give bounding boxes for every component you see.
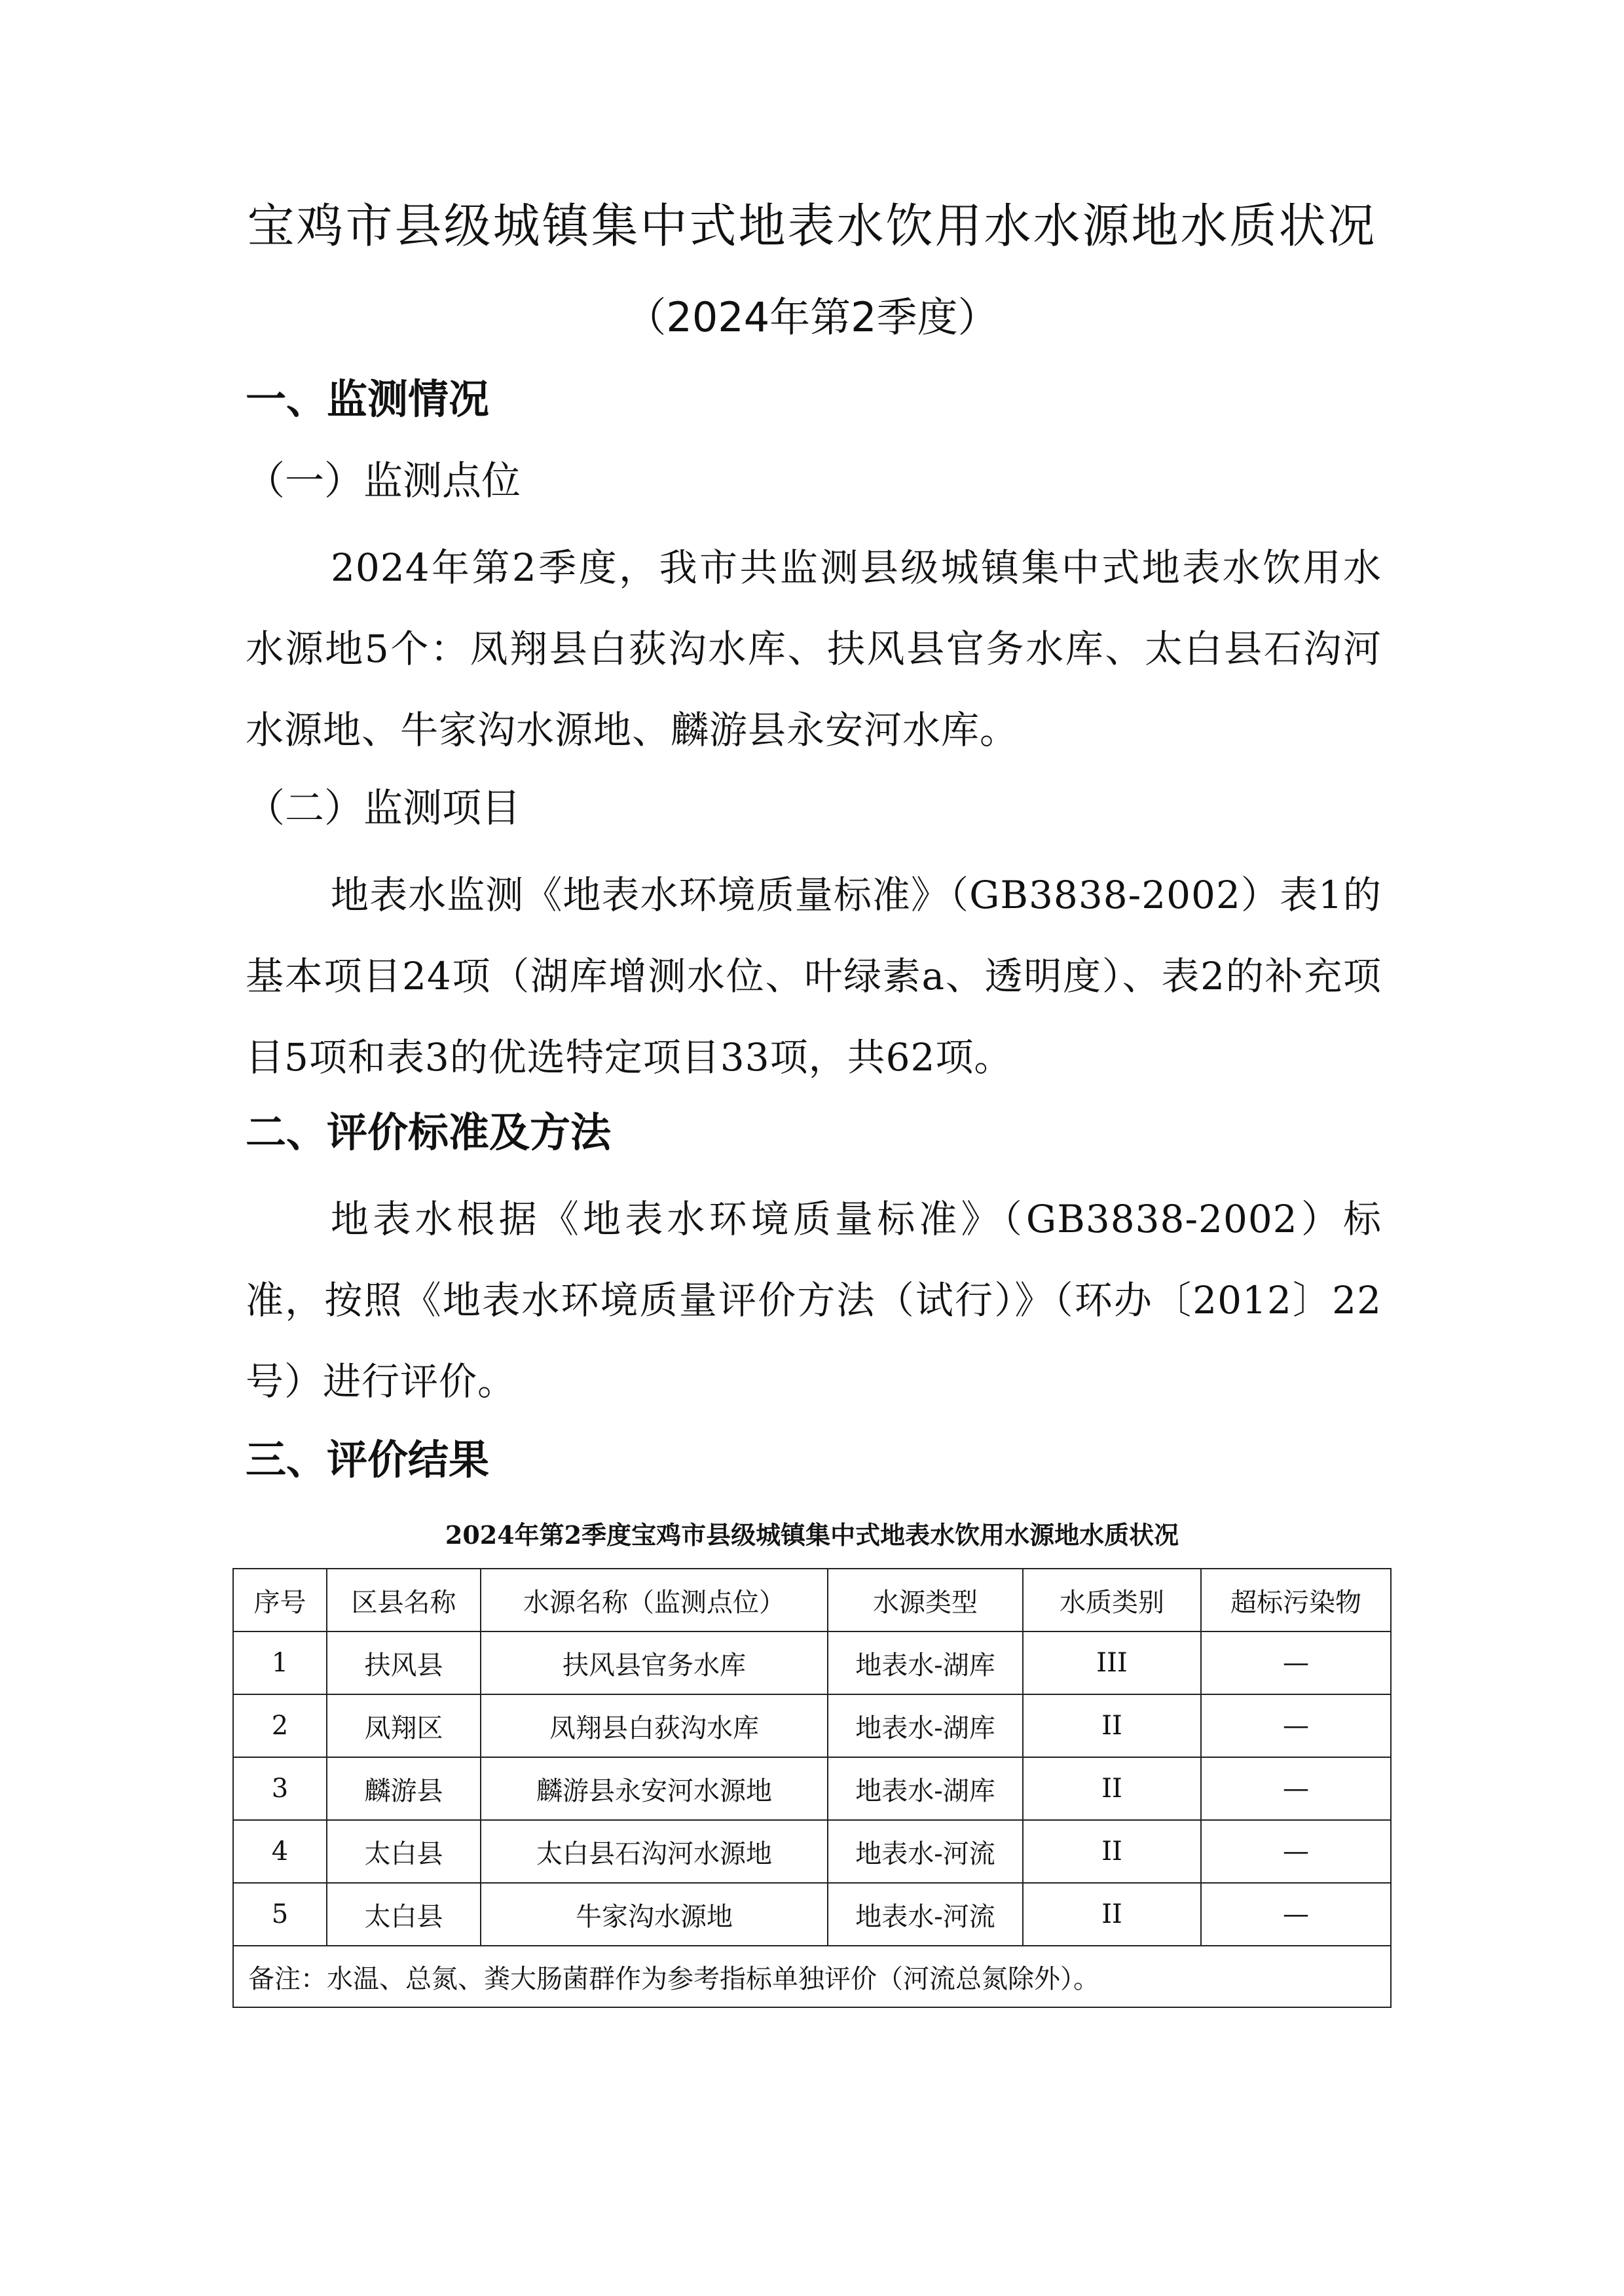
- cell-source-name: 凤翔县白荻沟水库: [481, 1694, 828, 1757]
- cell-county: 太白县: [327, 1820, 481, 1883]
- section-heading-monitoring: 一、监测情况: [246, 375, 490, 423]
- table-header-row: [233, 1569, 1391, 1631]
- paragraph-monitoring-points: 2024年第2季度，我市共监测县级城镇集中式地表水饮用水水源地5个：凤翔县白荻沟水库、扶风县官务水库、太白县石沟河水源地、牛家沟水源地、麟游县永安河水库。: [246, 545, 1382, 752]
- header-index: 序号: [233, 1569, 327, 1631]
- table-caption: 2024年第2季度宝鸡市县级城镇集中式地表水饮用水源地水质状况: [445, 1520, 1179, 1550]
- table-row: [233, 1883, 1391, 1946]
- header-source-type: 水源类型: [828, 1569, 1023, 1631]
- cell-index: 1: [233, 1631, 327, 1694]
- table-row: [233, 1820, 1391, 1883]
- section-heading-standards: 二、评价标准及方法: [246, 1108, 612, 1156]
- cell-source-type: 地表水-湖库: [828, 1694, 1023, 1757]
- subsection-heading-items: （二）监测项目: [246, 786, 521, 831]
- table-row: [233, 1694, 1391, 1757]
- cell-source-type: 地表水-湖库: [828, 1757, 1023, 1820]
- cell-pollutants: —: [1201, 1694, 1391, 1757]
- page-subtitle: （2024年第2季度）: [625, 293, 999, 341]
- subsection-heading-points: （一）监测点位: [246, 458, 521, 504]
- cell-index: 3: [233, 1757, 327, 1820]
- table-row: [233, 1631, 1391, 1694]
- cell-quality-class: II: [1023, 1694, 1201, 1757]
- cell-pollutants: —: [1201, 1757, 1391, 1820]
- cell-county: 麟游县: [327, 1757, 481, 1820]
- header-quality-class: 水质类别: [1023, 1569, 1201, 1631]
- section-heading-results: 三、评价结果: [246, 1436, 490, 1484]
- table-note: 备注：水温、总氮、粪大肠菌群作为参考指标单独评价（河流总氮除外）。: [233, 1946, 1391, 2007]
- header-pollutants: 超标污染物: [1201, 1569, 1391, 1631]
- cell-quality-class: II: [1023, 1757, 1201, 1820]
- cell-source-name: 麟游县永安河水源地: [481, 1757, 828, 1820]
- cell-pollutants: —: [1201, 1820, 1391, 1883]
- page-title: 宝鸡市县级城镇集中式地表水饮用水水源地水质状况: [247, 198, 1377, 253]
- cell-source-name: 牛家沟水源地: [481, 1883, 828, 1946]
- cell-county: 太白县: [327, 1883, 481, 1946]
- header-county: 区县名称: [327, 1569, 481, 1631]
- cell-index: 2: [233, 1694, 327, 1757]
- table-row: [233, 1757, 1391, 1820]
- cell-source-name: 太白县石沟河水源地: [481, 1820, 828, 1883]
- cell-county: 扶风县: [327, 1631, 481, 1694]
- paragraph-monitoring-items: 地表水监测《地表水环境质量标准》（GB3838-2002）表1的基本项目24项（湖库增测水位、叶绿素a、透明度）、表2的补充项目5项和表3的优选特定项目33项，共62项。: [246, 873, 1382, 1080]
- cell-index: 5: [233, 1883, 327, 1946]
- water-quality-table: [232, 1568, 1392, 2008]
- cell-index: 4: [233, 1820, 327, 1883]
- header-source-name: 水源名称（监测点位）: [481, 1569, 828, 1631]
- cell-pollutants: —: [1201, 1883, 1391, 1946]
- cell-county: 凤翔区: [327, 1694, 481, 1757]
- cell-source-name: 扶风县官务水库: [481, 1631, 828, 1694]
- cell-pollutants: —: [1201, 1631, 1391, 1694]
- paragraph-standards: 地表水根据《地表水环境质量标准》（GB3838-2002）标准，按照《地表水环境质量评价方法（试行）》（环办〔2012〕22号）进行评价。: [246, 1197, 1382, 1404]
- cell-source-type: 地表水-湖库: [828, 1631, 1023, 1694]
- cell-source-type: 地表水-河流: [828, 1820, 1023, 1883]
- cell-quality-class: II: [1023, 1883, 1201, 1946]
- cell-source-type: 地表水-河流: [828, 1883, 1023, 1946]
- table-note-row: [233, 1946, 1391, 2007]
- cell-quality-class: II: [1023, 1820, 1201, 1883]
- cell-quality-class: III: [1023, 1631, 1201, 1694]
